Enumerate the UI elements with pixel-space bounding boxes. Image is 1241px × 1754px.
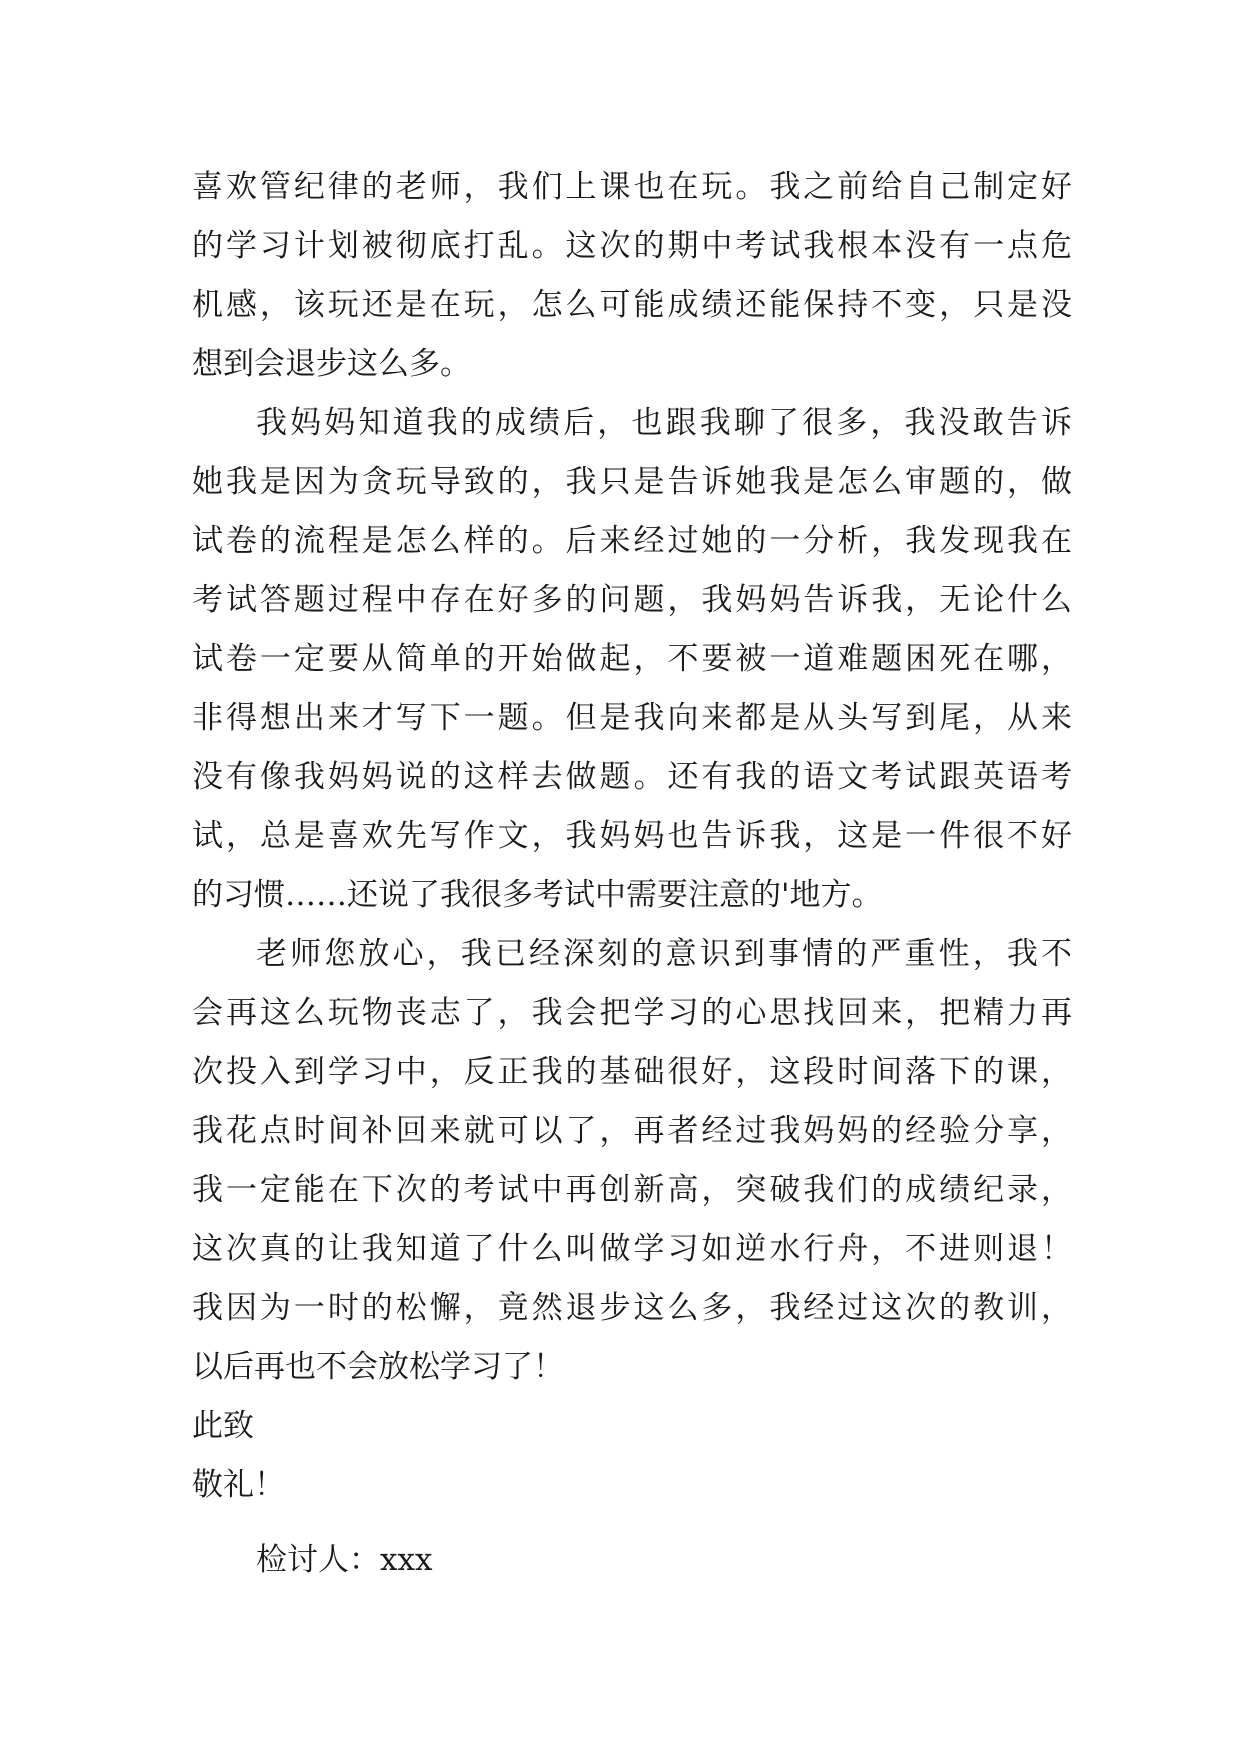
text-line: 次投入到学习中，反正我的基础很好，这段时间落下的课， <box>192 1054 1072 1090</box>
paragraph-1 <box>192 158 1072 394</box>
text-line: 试卷一定要从简单的开始做起，不要被一道难题困死在哪， <box>192 641 1072 677</box>
signature-line: 检讨人：xxx <box>256 1542 433 1578</box>
text-line: 试卷的流程是怎么样的。后来经过她的一分析，我发现我在 <box>192 523 1072 559</box>
text-line: 的习惯……还说了我很多考试中需要注意的'地方。 <box>192 877 883 913</box>
text-line: 非得想出来才写下一题。但是我向来都是从头写到尾，从来 <box>192 700 1072 736</box>
text-line: 以后再也不会放松学习了！ <box>192 1349 564 1385</box>
text-line: 我妈妈知道我的成绩后，也跟我聊了很多，我没敢告诉 <box>256 405 1072 441</box>
text-line: 老师您放心，我已经深刻的意识到事情的严重性，我不 <box>256 936 1072 972</box>
text-line: 会再这么玩物丧志了，我会把学习的心思找回来，把精力再 <box>192 995 1072 1031</box>
letter-body <box>192 158 1072 1590</box>
text-line: 喜欢管纪律的老师，我们上课也在玩。我之前给自己制定好 <box>192 169 1072 205</box>
text-line: 我因为一时的松懈，竟然退步这么多，我经过这次的教训， <box>192 1290 1072 1326</box>
text-line: 没有像我妈妈说的这样去做题。还有我的语文考试跟英语考 <box>192 759 1072 795</box>
text-line: 试，总是喜欢先写作文，我妈妈也告诉我，这是一件很不好 <box>192 818 1072 854</box>
text-line: 我花点时间补回来就可以了，再者经过我妈妈的经验分享， <box>192 1113 1072 1149</box>
text-line: 的学习计划被彻底打乱。这次的期中考试我根本没有一点危 <box>192 228 1072 264</box>
text-line: 她我是因为贪玩导致的，我只是告诉她我是怎么审题的，做 <box>192 464 1072 500</box>
text-line: 我一定能在下次的考试中再创新高，突破我们的成绩纪录， <box>192 1172 1072 1208</box>
text-line: 想到会退步这么多。 <box>192 346 471 382</box>
paragraph-3 <box>192 925 1072 1397</box>
text-line: 机感，该玩还是在玩，怎么可能成绩还能保持不变，只是没 <box>192 287 1072 323</box>
closing-salutation: 此致 <box>192 1408 254 1444</box>
text-line: 这次真的让我知道了什么叫做学习如逆水行舟，不进则退！ <box>192 1231 1072 1267</box>
text-line: 考试答题过程中存在好多的问题，我妈妈告诉我，无论什么 <box>192 582 1072 618</box>
closing-regards: 敬礼！ <box>192 1467 285 1503</box>
paragraph-2 <box>192 394 1072 925</box>
